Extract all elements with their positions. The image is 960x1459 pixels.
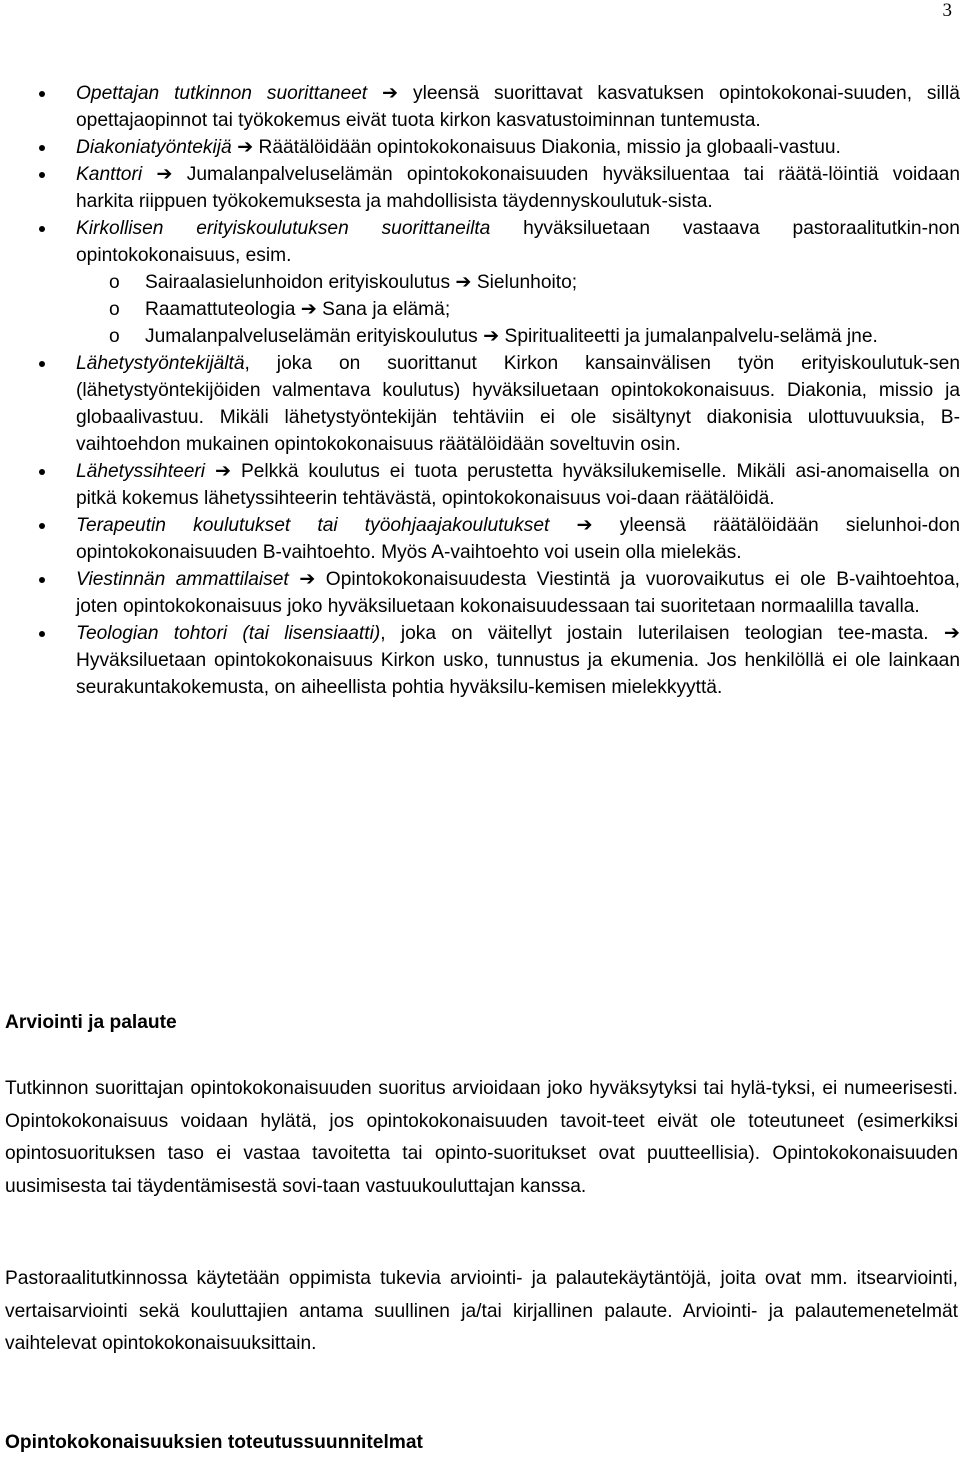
- paragraph-arviointi-1: Tutkinnon suorittajan opintokokonaisuuden suoritus arvioidaan joko hyväksytyksi tai hylä-tyksi, ei numeerisesti. Opintokokonaisuus voidaan hylätä, jos opintokokonaisuuden tavoit-teet eivät ole toteutuneet (esimerkiksi opintosuorituksen taso ei vastaa tavoitetta tai opinto-suoritukset ovat puutteellisia). Opintokokonaisuuden uusimisesta tai täydentämisestä sovi-taan vastuukouluttajan kanssa.: [5, 1078, 958, 1197]
- arrow-icon: ➔: [299, 569, 316, 590]
- bullet-lead: Teologian tohtori (tai lisensiaatti): [76, 623, 381, 644]
- arrow-icon: ➔: [214, 461, 232, 482]
- arrow-icon: ➔: [156, 164, 173, 185]
- bullet-text: Opintokokonaisuudesta Viestintä ja vuorovaikutus ei ole B-vaihtoehtoa, joten opintokokonaisuus joko hyväksiluetaan kokonaisuudessaan tai suoritetaan normaalilla tavalla.: [76, 569, 960, 617]
- bullet-text: Pelkkä koulutus ei tuota perustetta hyväksilukemiselle. Mikäli asi-anomaisella on pitkä kokemus lähetyssihteerin tehtävästä, opintokokonaisuus voi-daan räätälöidä.: [76, 461, 960, 509]
- sub-list-item: [76, 323, 960, 350]
- bullet-text-continued: Hyväksiluetaan opintokokonaisuus Kirkon usko, tunnustus ja ekumenia. Jos henkilöllä ei ole lainkaan seurakuntakokemusta, on aiheellista pohtia hyväksilu-kemisen mielekkyyttä.: [76, 650, 960, 698]
- bullet-lead: Kirkollisen erityiskoulutuksen suorittaneilta: [76, 218, 491, 239]
- arrow-icon: ➔: [382, 83, 399, 104]
- bullet-text: yleensä räätälöidään sielunhoi-don opintokokonaisuuden B-vaihtoehto. Myös A-vaihtoehto voi usein olla mielekäs.: [76, 515, 960, 563]
- sub-item-text: Sielunhoito;: [476, 272, 578, 293]
- list-item: [0, 161, 960, 215]
- section-heading-toteutussuunnitelmat: Opintokokonaisuuksien toteutussuunnitelmat: [5, 1432, 423, 1453]
- arrow-icon: ➔: [576, 515, 593, 536]
- bullet-lead: Kanttori: [76, 164, 143, 185]
- sub-item-text: Spiritualiteetti ja jumalanpalvelu-selämä jne.: [504, 326, 878, 347]
- bullet-lead: Terapeutin koulutukset tai työohjaajakoulutukset: [76, 515, 550, 536]
- arrow-icon: ➔: [455, 272, 472, 293]
- bullet-text: Jumalanpalveluselämän opintokokonaisuuden hyväksiluentaa tai räätä-löintiä voidaan harkita riippuen työkokemuksesta ja mahdollisista täydennyskoulutuk-sista.: [76, 164, 960, 212]
- bullet-lead: Opettajan tutkinnon suorittaneet: [76, 83, 368, 104]
- bullet-lead: Viestinnän ammattilaiset: [76, 569, 289, 590]
- bullet-text: hyväksiluetaan vastaava pastoraalitutkin-non opintokokonaisuus, esim.: [76, 218, 960, 266]
- bullet-text: Räätälöidään opintokokonaisuus Diakonia, missio ja globaali-vastuu.: [258, 137, 841, 158]
- bullet-text: , joka on väitellyt jostain luterilaisen teologian tee-masta.: [380, 623, 929, 644]
- list-item: [0, 350, 960, 458]
- list-item: [0, 512, 960, 566]
- list-item: [0, 458, 960, 512]
- sub-list: [76, 269, 960, 350]
- arrow-icon: ➔: [483, 326, 500, 347]
- list-item: [0, 566, 960, 620]
- sub-list-item: [76, 296, 960, 323]
- paragraph-arviointi-2: Pastoraalitutkinnossa käytetään oppimista tukevia arviointi- ja palautekäytäntöjä, joita ovat mm. itsearviointi, vertaisarviointi sekä kouluttajien antama suullinen ja/tai kirjallinen palaute. Arviointi- ja palautemenetelmät vaihtelevat opintokokonaisuuksittain.: [5, 1268, 958, 1354]
- bullet-list: [0, 80, 960, 701]
- bullet-text: , joka on suorittanut Kirkon kansainvälisen työn erityiskoulutuk-sen (lähetystyöntekijöiden valmentava koulutus) hyväksiluetaan opintokokonaisuus. Diakonia, missio ja globaalivastuu. Mikäli lähetystyöntekijän tehtäviin ei ole sisältynyt diakonisia ulottuvuuksia, B-vaihtoehdon mukainen opintokokonaisuus räätälöidään soveltuvin osin.: [76, 353, 960, 455]
- sub-item-lead: Sairaalasielunhoidon erityiskoulutus: [145, 272, 451, 293]
- sub-list-item: [76, 269, 960, 296]
- list-item: [0, 620, 960, 701]
- arrow-icon: ➔: [237, 137, 254, 158]
- bullet-lead: Lähetystyöntekijältä: [76, 353, 245, 374]
- list-item: [0, 80, 960, 134]
- list-item: [0, 215, 960, 350]
- bullet-text: yleensä suorittavat kasvatuksen opintokokonai-suuden, sillä opettajaopinnot tai työkokemus eivät tuota kirkon kasvatustoiminnan tuntemusta.: [76, 83, 960, 131]
- sub-item-text: Sana ja elämä;: [322, 299, 451, 320]
- bullet-lead: Lähetyssihteeri: [76, 461, 206, 482]
- sub-item-lead: Raamattuteologia: [145, 299, 296, 320]
- bullet-lead: Diakoniatyöntekijä: [76, 137, 232, 158]
- section-heading-arviointi: Arviointi ja palaute: [5, 1012, 177, 1033]
- list-item: [0, 134, 960, 161]
- arrow-icon: ➔: [300, 299, 317, 320]
- page-number: 3: [942, 0, 952, 21]
- sub-item-lead: Jumalanpalveluselämän erityiskoulutus: [145, 326, 478, 347]
- arrow-icon: ➔: [943, 623, 960, 644]
